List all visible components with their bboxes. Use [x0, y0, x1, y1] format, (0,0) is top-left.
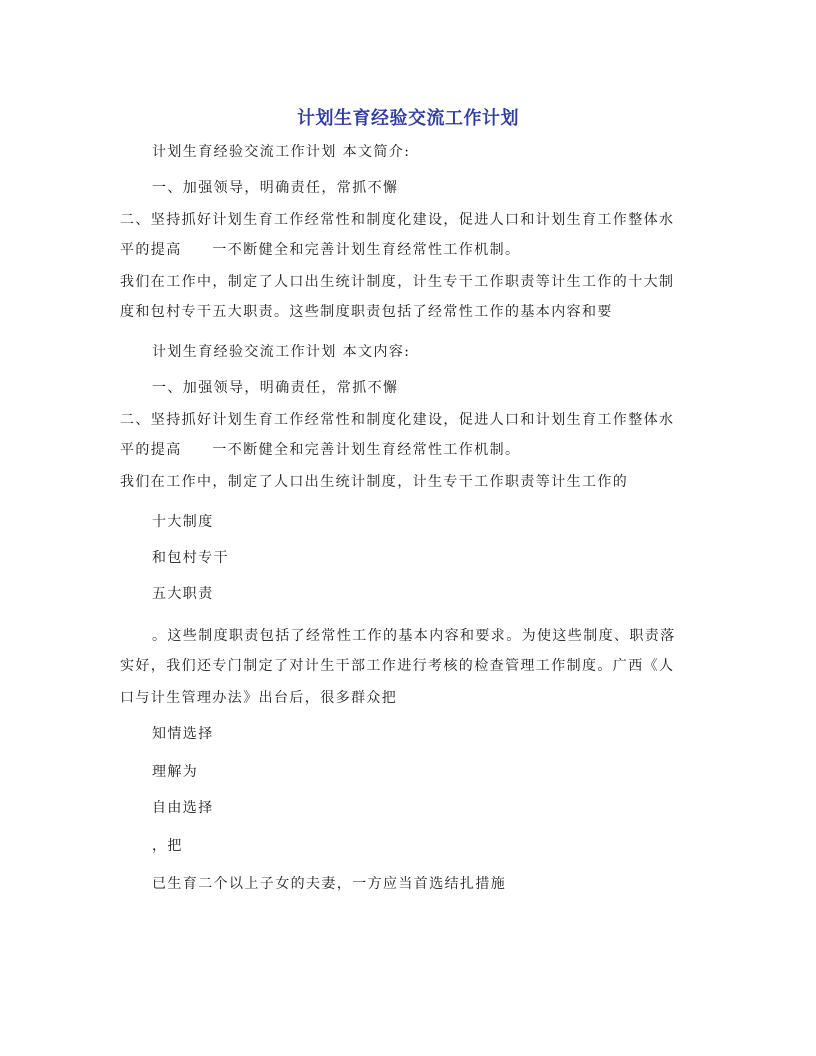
paragraph-line: 我们在工作中，制定了人口出生统计制度，计生专干工作职责等计生工作的 [120, 474, 629, 490]
paragraph-line: 平的提高 一不断健全和完善计划生育经常性工作机制。 [120, 242, 521, 258]
paragraph-line: 自由选择 [152, 800, 214, 816]
paragraph-line: 一、加强领导，明确责任，常抓不懈 [152, 380, 399, 396]
paragraph-line: 平的提高 一不断健全和完善计划生育经常性工作机制。 [120, 442, 521, 458]
paragraph-line: ，把 [152, 838, 183, 854]
paragraph-line: 。这些制度职责包括了经常性工作的基本内容和要求。为使这些制度、职责落 [152, 628, 676, 644]
paragraph-line: 实好，我们还专门制定了对计生干部工作进行考核的检查管理工作制度。广西《人 [120, 658, 675, 674]
document-title: 计划生育经验交流工作计划 [297, 108, 519, 129]
paragraph-line: 十大制度 [152, 514, 214, 530]
paragraph-line: 已生育二个以上子女的夫妻，一方应当首选结扎措施 [152, 876, 507, 892]
paragraph-line: 口与计生管理办法》出台后，很多群众把 [120, 690, 398, 706]
paragraph-line: 度和包村专干五大职责。这些制度职责包括了经常性工作的基本内容和要 [120, 304, 613, 320]
paragraph-line: 和包村专干 [152, 550, 229, 566]
paragraph-line: 我们在工作中，制定了人口出生统计制度，计生专干工作职责等计生工作的十大制 [120, 274, 675, 290]
paragraph-line: 二、坚持抓好计划生育工作经常性和制度化建设，促进人口和计划生育工作整体水 [120, 212, 675, 228]
paragraph-line: 计划生育经验交流工作计划 本文简介: [152, 144, 411, 160]
paragraph-line: 知情选择 [152, 726, 214, 742]
paragraph-line: 计划生育经验交流工作计划 本文内容: [152, 344, 411, 360]
paragraph-line: 二、坚持抓好计划生育工作经常性和制度化建设，促进人口和计划生育工作整体水 [120, 412, 675, 428]
paragraph-line: 五大职责 [152, 586, 214, 602]
paragraph-line: 一、加强领导，明确责任，常抓不懈 [152, 180, 399, 196]
paragraph-line: 理解为 [152, 764, 199, 780]
